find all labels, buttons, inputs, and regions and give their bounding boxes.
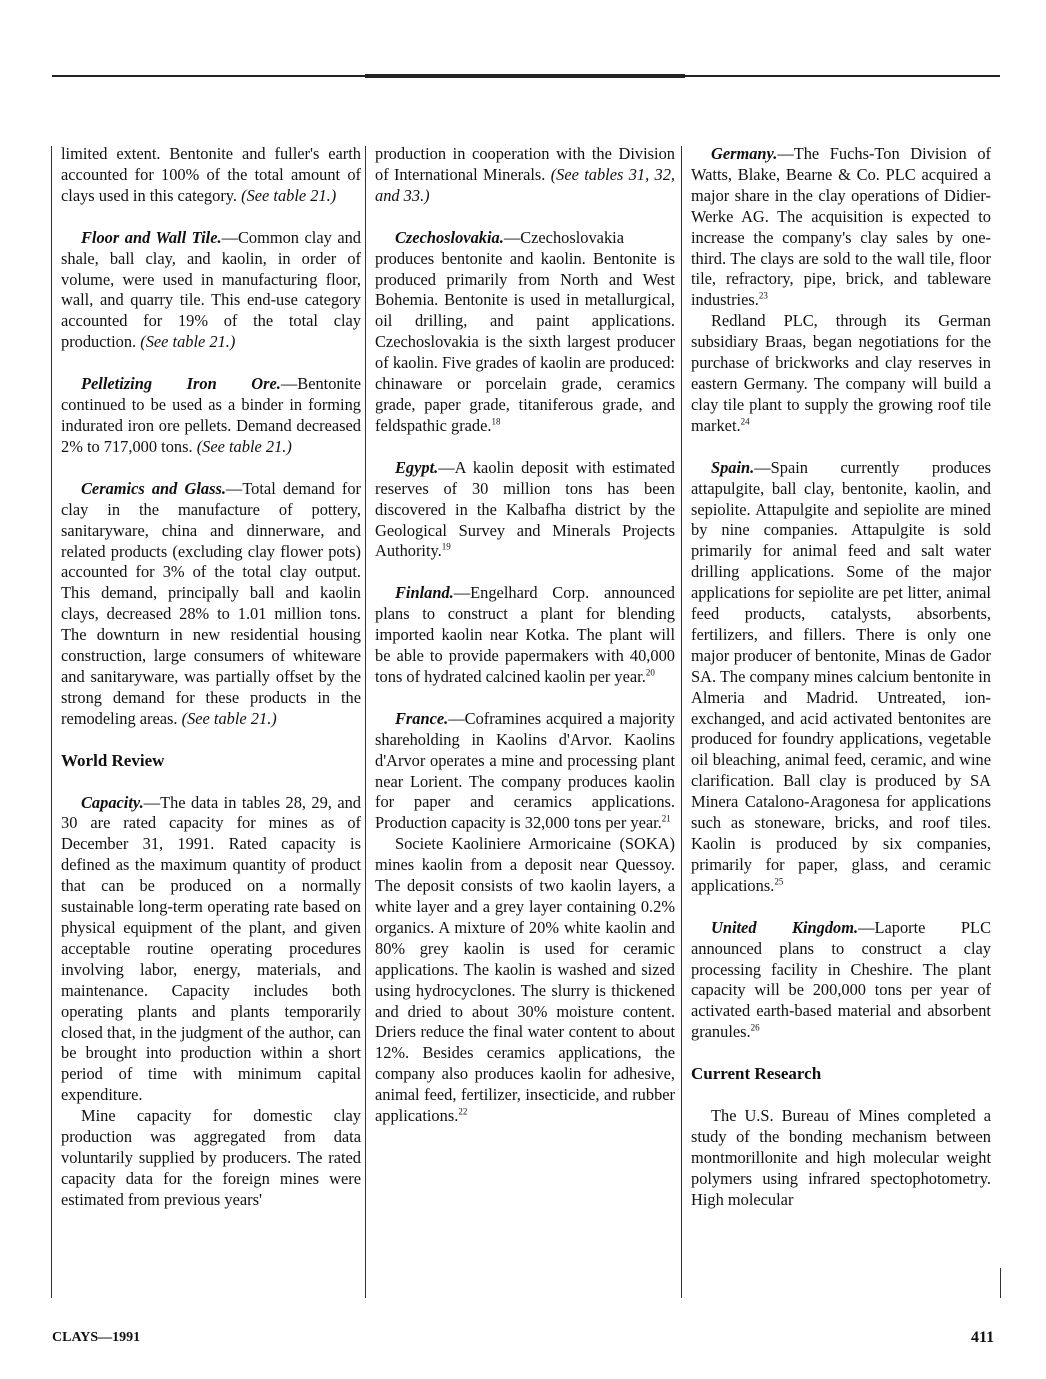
paragraph-production-cooperation: production in cooperation with the Division of International Minerals. (See tables 31, 32, and 33.) — [375, 144, 675, 205]
section-germany: Germany.—The Fuchs-Ton Division of Watts, Blake, Bearne & Co. PLC acquired a major share in the clay operations of Didier-Werke AG. The acquisition is expected to increase the company's clay sales by one-third. The clays are sold to the wall tile, floor tile, refractory, pipe, brick, and tableware industries.$^{23}$ — [691, 144, 991, 310]
table-reference: (See table 21.) — [140, 332, 236, 352]
runin-heading: United Kingdom. — [711, 917, 859, 937]
section-france: France.—Coframines acquired a majority shareholding in Kaolins d'Arvor. Kaolins d'Arvor operates a mine and processing plant near Lorient. The company produces kaolin for paper and ceramics applications. Production capacity is 32,000 tons per year.$^{21}$ — [375, 708, 675, 833]
section-ceramics-glass: Ceramics and Glass.—Total demand for clay in the manufacture of pottery, sanitaryware, china and dinnerware, and related products (excluding clay flower pots) accounted for 3% of the total clay output. This demand, principally ball and kaolin clays, decreased 28% to 1.01 million tons. The downturn in new residential housing construction, large consumers of whiteware and sanitaryware, was partially offset by the strong demand for these products in the remodeling areas. (See table 21.) — [61, 478, 361, 728]
table-reference: (See table 21.) — [181, 708, 277, 728]
runin-heading: Czechoslovakia. — [395, 227, 504, 247]
section-spain: Spain.—Spain currently produces attapulgite, ball clay, bentonite, kaolin, and sepiolite. Attapulgite and sepiolite are mined by nine companies. Attapulgite is sold primarily for animal feed and salt water drilling applications. Some of the major applications for sepiolite are pet litter, animal feed products, catalysts, absorbents, fertilizers, and fillers. There is only one major producer of bentonite, Minas de Gador SA. The company mines calcium bentonite in Almeria and Madrid. Untreated, ion-exchanged, and acid activated bentonites are produced for foundry applications, vegetable oil bleaching, animal feed, ceramic, and wine clarification. Ball clay is produced by SA Minera Catalono-Aragonesa for applications such as stoneware, bricks, and roof tiles. Kaolin is produced by six companies, primarily for paper, glass, and ceramic applications.$^{25}$ — [691, 457, 991, 895]
runin-heading: Finland. — [395, 583, 454, 603]
runin-heading: Ceramics and Glass. — [81, 478, 226, 498]
runin-heading: France. — [395, 708, 449, 728]
column-rule-left — [51, 146, 52, 1298]
section-finland: Finland.—Engelhard Corp. announced plans to construct a plant for blending imported kaolin near Kotka. The plant will be able to provide papermakers with 40,000 tons of hydrated calcined kaolin per year.$^{20}$ — [375, 583, 675, 686]
table-reference: (See table 21.) — [196, 436, 292, 456]
column-1 — [61, 144, 361, 1211]
footnote-ref: 20 — [645, 667, 655, 678]
runin-heading: Floor and Wall Tile. — [81, 227, 222, 247]
runin-heading: Capacity. — [81, 792, 144, 812]
column-rule-middle-left — [365, 146, 366, 1298]
section-pelletizing-iron-ore: Pelletizing Iron Ore.—Bentonite continued to be used as a binder in forming indurated iron ore pellets. Demand decreased 2% to 717,000 tons. (See table 21.) — [61, 374, 361, 456]
top-rule-heavy-segment — [365, 74, 685, 78]
runin-heading: Spain. — [711, 457, 755, 477]
table-reference: (See table 21.) — [241, 185, 337, 205]
column-2 — [375, 144, 675, 1127]
column-rule-right-end — [1000, 1268, 1001, 1298]
section-heading-current-research: Current Research — [691, 1064, 822, 1084]
paragraph-research: The U.S. Bureau of Mines completed a study of the bonding mechanism between montmorillonite and high molecular weight polymers using infrared spectophotometry. High molecular — [691, 1106, 991, 1209]
column-3 — [691, 144, 991, 1211]
runin-heading: Germany. — [711, 144, 778, 163]
footnote-ref: 24 — [740, 416, 750, 427]
runin-heading: Egypt. — [395, 457, 439, 477]
runin-heading: Pelletizing Iron Ore. — [81, 374, 281, 394]
column-rule-middle-right — [681, 146, 682, 1298]
footnote-ref: 25 — [774, 876, 784, 887]
section-united-kingdom: United Kingdom.—Laporte PLC announced plans to construct a clay processing facility in Cheshire. The plant capacity will be 200,000 tons per year of activated earth-based material and absorbent granules.$^{26}$ — [691, 917, 991, 1042]
paragraph-redland: Redland PLC, through its German subsidiary Braas, began negotiations for the purchase of brickworks and clay reserves in eastern Germany. The company will build a clay tile plant to supply the growing roof tile market.$^{24}$ — [691, 311, 991, 435]
footnote-ref: 22 — [458, 1106, 468, 1117]
running-footer: CLAYS—1991 — [52, 1330, 141, 1345]
paragraph-soka: Societe Kaoliniere Armoricaine (SOKA) mines kaolin from a deposit near Quessoy. The deposit consists of two kaolin layers, a white layer and a grey layer containing 0.2% organics. A mixture of 20% white kaolin and 80% grey kaolin is used for ceramic applications. The kaolin is washed and sized using hydrocyclones. The slurry is thickened and dried to about 30% moisture content. Driers reduce the final water content to about 12%. Besides ceramics applications, the company also produces kaolin for adhesive, animal feed, fertilizer, insecticide, and rubber applications.$^{22}$ — [375, 834, 675, 1126]
footnote-ref: 18 — [491, 416, 501, 427]
page-number: 411 — [971, 1329, 995, 1346]
footnote-ref: 23 — [758, 290, 768, 301]
section-heading-world-review: World Review — [61, 750, 165, 770]
section-floor-wall-tile: Floor and Wall Tile.—Common clay and shale, ball clay, and kaolin, in order of volume, were used in manufacturing floor, wall, and quarry tile. This end-use category accounted for 19% of the total clay production. (See table 21.) — [61, 227, 361, 352]
footnote-ref: 26 — [750, 1022, 760, 1033]
section-capacity: Capacity.—The data in tables 28, 29, and 30 are rated capacity for mines as of December 31, 1991. Rated capacity is defined as the maximum quantity of product that can be produced on a normally sustainable long-term operating rate based on physical equipment of the plant, and given acceptable routine operating procedures involving labor, energy, materials, and maintenance. Capacity includes both operating plants and plants temporarily closed that, in the judgment of the author, can be brought into production within a short period of time with minimum capital expenditure. — [61, 792, 361, 1105]
footnote-ref: 19 — [441, 541, 451, 552]
paragraph-limited-extent: limited extent. Bentonite and fuller's earth accounted for 100% of the total amount of clays used in this category. (See table 21.) — [61, 144, 361, 205]
paragraph-mine-capacity: Mine capacity for domestic clay production was aggregated from data voluntarily supplied by producers. The rated capacity data for the foreign mines were estimated from previous years' — [61, 1106, 361, 1209]
footnote-ref: 21 — [661, 813, 671, 824]
section-czechoslovakia: Czechoslovakia.—Czechoslovakia produces bentonite and kaolin. Bentonite is produced primarily from North and West Bohemia. Bentonite is used in metallurgical, oil drilling, and paint applications. Czechoslovakia is the sixth largest producer of kaolin. Five grades of kaolin are produced: chinaware or porcelain grade, ceramics grade, paper grade, titaniferous grade, and feldspathic grade.$^{18}$ — [375, 227, 675, 435]
section-egypt: Egypt.—A kaolin deposit with estimated reserves of 30 million tons has been discovered in the Kalbafha district by the Geological Survey and Minerals Projects Authority.$^{19}$ — [375, 457, 675, 561]
table-reference: (See tables 31, 32, and 33.) — [375, 164, 675, 205]
